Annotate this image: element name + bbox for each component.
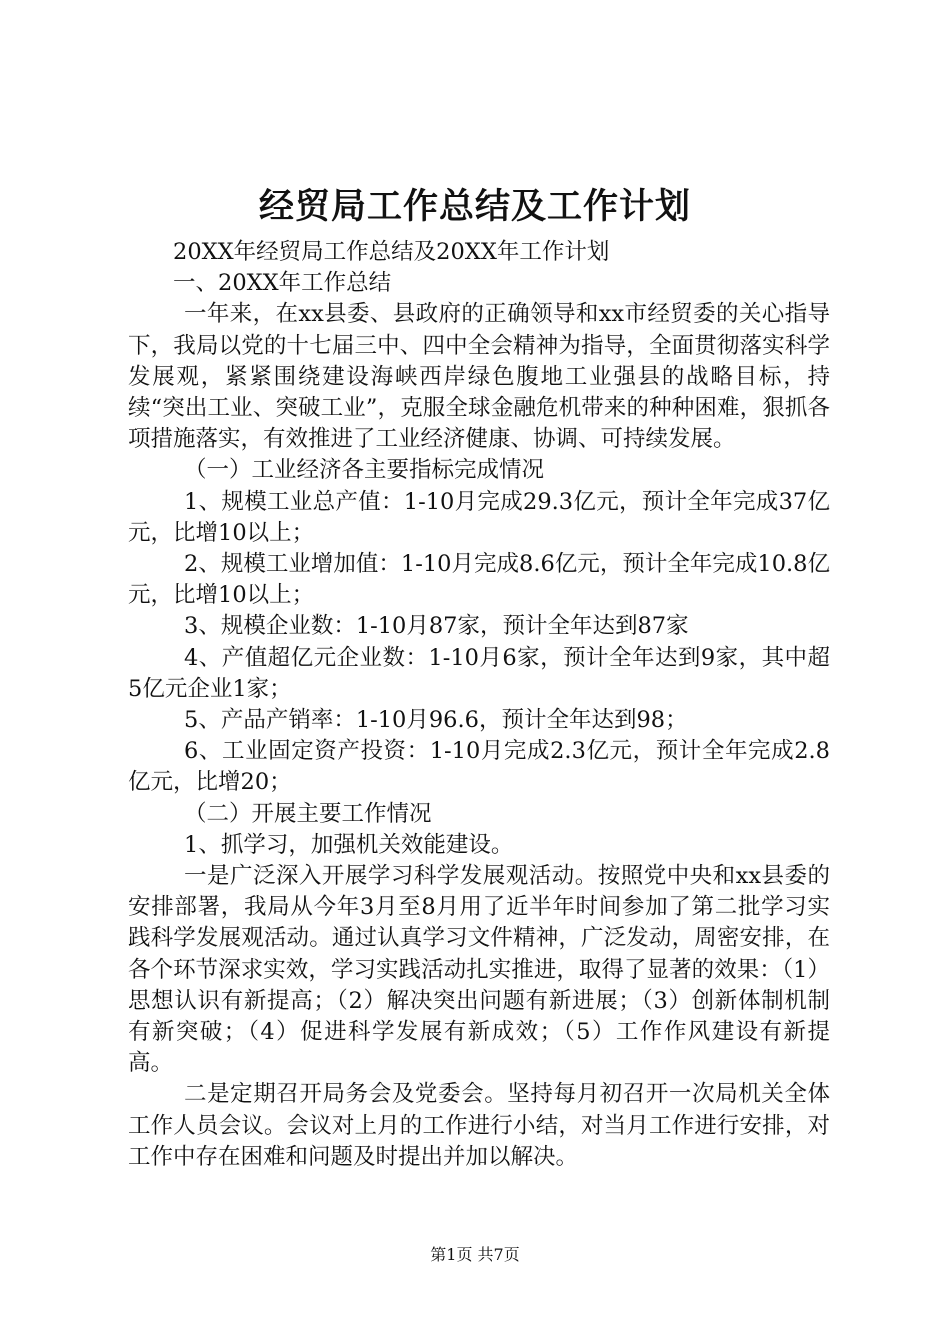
body-paragraph: 一是广泛深入开展学习科学发展观活动。按照党中央和xx县委的安排部署，我局从今年3月至8月用了近半年时间参加了第二批学习实践科学发展观活动。通过认真学习文件精神，广泛发动，周密安排，在各个环节深求实效，学习实践活动扎实推进，取得了显著的效果：（1）思想认识有新提高；（2）解决突出问题有新进展；（3）创新体制机制有新突破；（4）促进科学发展有新成效；（5）工作作风建设有新提高。 <box>128 863 830 1077</box>
page-number: 第1页 共7页 <box>430 1245 520 1264</box>
indicator-item: 3、规模企业数：1-10月87家，预计全年达到87家 <box>184 613 689 640</box>
body-paragraph: 二是定期召开局务会及党委会。坚持每月初召开一次局机关全体工作人员会议。会议对上月的工作进行小结，对当月工作进行安排，对工作中存在困难和问题及时提出并加以解决。 <box>128 1081 830 1170</box>
indicator-item: 1、规模工业总产值：1-10月完成29.3亿元，预计全年完成37亿元，比增10以上； <box>128 488 830 546</box>
body-paragraph: 一年来，在xx县委、县政府的正确领导和xx市经贸委的关心指导下，我局以党的十七届三中、四中全会精神为指导，全面贯彻落实科学发展观，紧紧围绕建设海峡西岸绿色腹地工业强县的战略目标，持续“突出工业、突破工业”，克服全球金融危机带来的种种困难，狠抓各项措施落实，有效推进了工业经济健康、协调、可持续发展。 <box>128 301 830 453</box>
indicator-item: 5、产品产销率：1-10月96.6，预计全年达到98； <box>184 707 688 734</box>
document-title: 经贸局工作总结及工作计划 <box>258 187 691 227</box>
subtitle-paragraph: 20XX年经贸局工作总结及20XX年工作计划 <box>173 239 610 265</box>
indicator-item: 2、规模工业增加值：1-10月完成8.6亿元，预计全年完成10.8亿元，比增10以上； <box>128 551 830 609</box>
subsection-heading: （一）工业经济各主要指标完成情况 <box>184 457 545 484</box>
subsection-heading: （二）开展主要工作情况 <box>184 800 432 827</box>
section-heading: 一、20XX年工作总结 <box>173 270 392 297</box>
work-item-heading: 1、抓学习，加强机关效能建设。 <box>184 831 514 858</box>
indicator-item: 6、工业固定资产投资：1-10月完成2.3亿元，预计全年完成2.8亿元，比增20； <box>128 738 830 796</box>
indicator-item: 4、产值超亿元企业数：1-10月6家，预计全年达到9家，其中超5亿元企业1家； <box>128 644 830 702</box>
document-body <box>128 207 830 1173</box>
